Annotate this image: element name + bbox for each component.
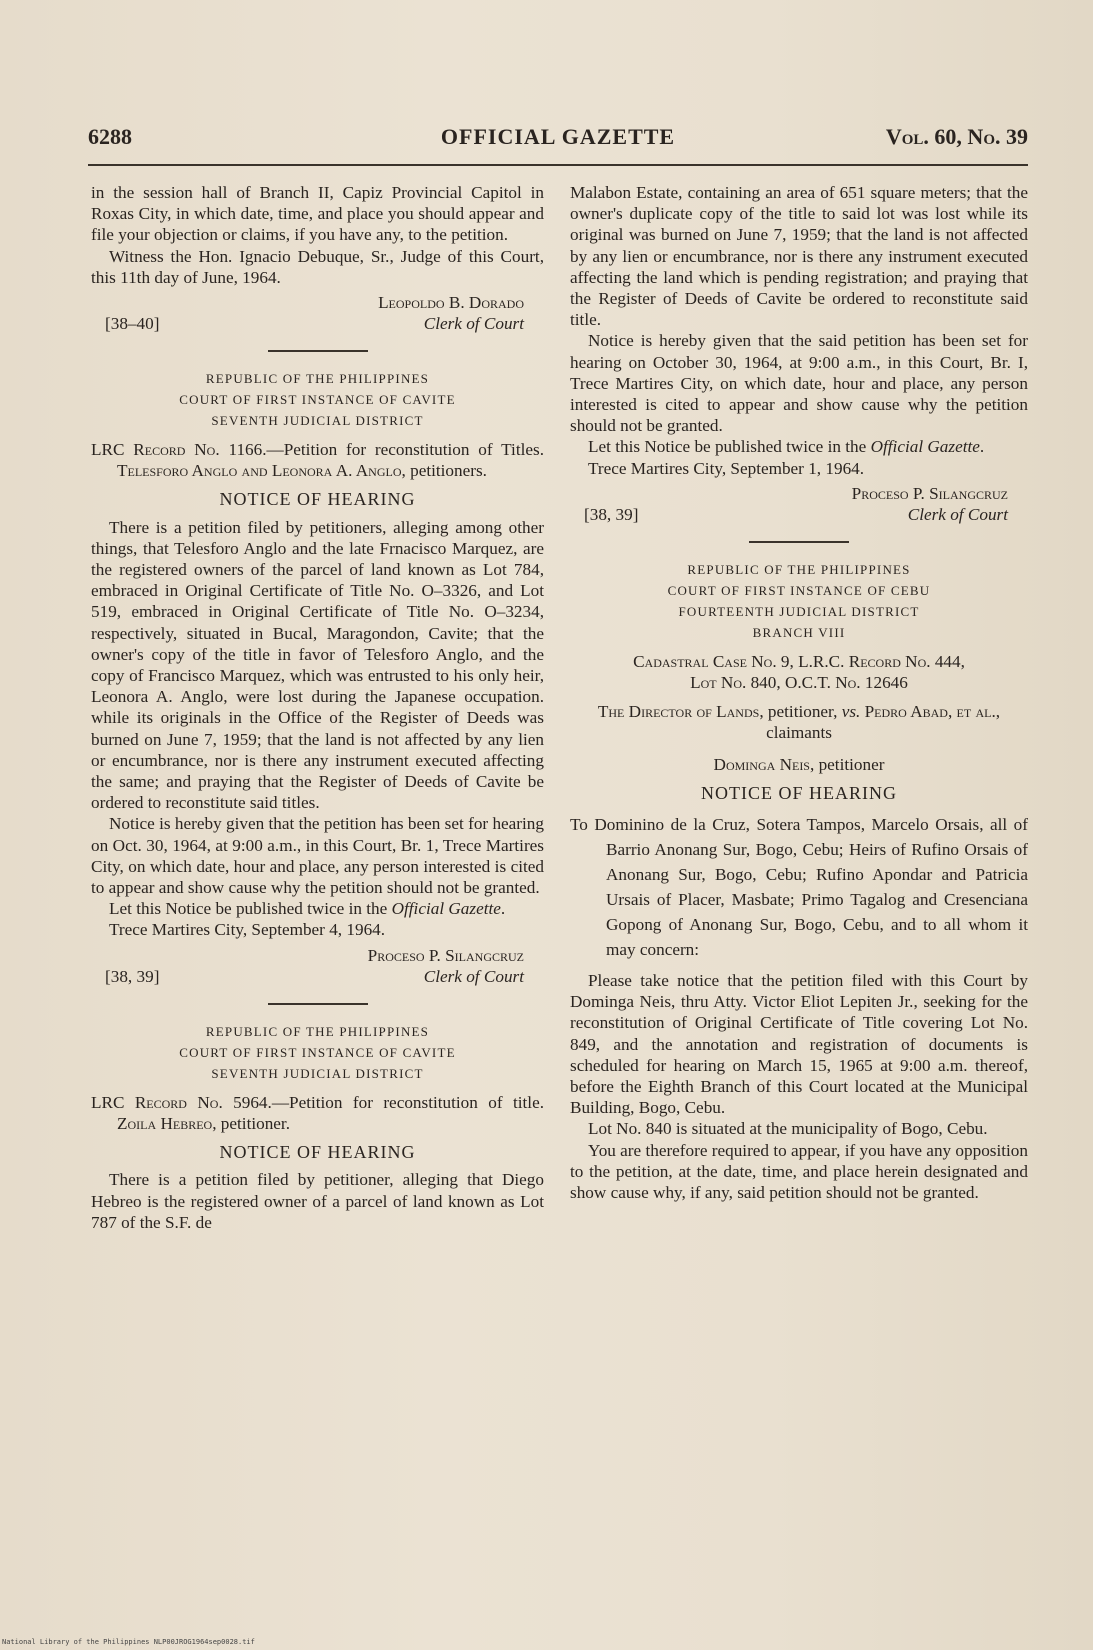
- header-rule: [88, 164, 1028, 166]
- record-desc: —Petition for reconstitution of Titles.: [266, 440, 544, 460]
- petitioner-line: [570, 754, 1028, 775]
- issue-ref: [38–40]: [105, 314, 160, 334]
- paragraph: Notice is hereby given that the petition has been set for hearing on Oct. 30, 1964, at 9:00 a.m., in this Court, Br. 1, Trece Martires City, on which date, hour and place, any person interested is cited to appear and show cause why the petition should not be granted.: [91, 814, 544, 898]
- record-suffix: , petitioner.: [212, 1113, 291, 1133]
- record-suffix: , petitioners.: [401, 461, 487, 481]
- text: Let this Notice be published twice in the: [109, 899, 392, 919]
- volume-number: Vol. 60, No. 39: [885, 124, 1028, 149]
- party: Pedro Abad, et al.: [864, 702, 996, 722]
- signature-block: [570, 483, 1028, 525]
- signer-name: Proceso P. Silangcruz: [851, 483, 1008, 503]
- paragraph: Witness the Hon. Ignacio Debuque, Sr., Judge of this Court, this 11th day of June, 1964.: [91, 246, 544, 287]
- section-divider: [749, 541, 849, 543]
- court-line: REPUBLIC OF THE PHILIPPINES: [205, 371, 430, 387]
- court-line: COURT OF FIRST INSTANCE OF CEBU: [667, 582, 931, 598]
- paragraph: Notice is hereby given that the said petition has been set for hearing on October 30, 1964, at 9:00 a.m., in this Court, Br. I, Trece Martires City, on which date, hour and place, any person interested is cited to appear and show cause why the petition should not be granted.: [570, 331, 1028, 436]
- scan-footer: National Library of the Philippines NLP00JROG1964sep0028.tif: [2, 1638, 255, 1646]
- text: , claimants: [766, 702, 1001, 743]
- court-line: REPUBLIC OF THE PHILIPPINES: [687, 561, 911, 577]
- case-line: Cadastral Case No. 9, L.R.C. Record No. 444,: [633, 651, 965, 671]
- left-column: [91, 182, 544, 1233]
- signature-block: [91, 945, 544, 987]
- addressees: To Dominino de la Cruz, Sotera Tampos, Marcelo Orsais, all of Barrio Anonang Sur, Bogo, Cebu; Heirs of Rufino Orsais of Anonang Sur, Bogo, Cebu; Rufino Apondar and Patricia Ursais of Placer, Masbate; Primo Tagalog and Cresenciana Gopong of Anonang Sur, Bogo, Cebu, and to all whom it may concern:: [570, 815, 1028, 960]
- section-divider: [268, 350, 368, 352]
- text: .: [500, 899, 506, 919]
- text: vs.: [841, 702, 861, 722]
- paragraph: Malabon Estate, containing an area of 651 square meters; that the owner's duplicate copy of the title to said lot was lost while its original was burned on June 7, 1959; that the land is not affected by any lien or encumbrance, nor is there any instrument executed affecting the land which is pending registration; and praying that the Register of Deeds of Cavite be ordered to reconstitute said title.: [570, 183, 1028, 330]
- court-heading: [570, 559, 1028, 643]
- party: The Director of Lands: [597, 702, 760, 722]
- date-line: Trece Martires City, September 1, 1964.: [588, 458, 865, 478]
- court-line: SEVENTH JUDICIAL DISTRICT: [211, 1065, 424, 1081]
- record-number: LRC Record No. 5964.: [91, 1092, 272, 1112]
- signer-title: Clerk of Court: [423, 314, 524, 334]
- right-column: [570, 182, 1028, 1203]
- court-line: FOURTEENTH JUDICIAL DISTRICT: [678, 603, 920, 619]
- record-title: [91, 439, 544, 481]
- notice-heading: NOTICE OF HEARING: [219, 1142, 416, 1163]
- paragraph: [91, 898, 544, 919]
- signer-title: Clerk of Court: [423, 966, 524, 986]
- text: Let this Notice be published twice in the: [588, 437, 871, 457]
- text: Official Gazette: [391, 899, 501, 919]
- signer-name: Proceso P. Silangcruz: [367, 945, 524, 965]
- page-number: 6288: [88, 124, 132, 149]
- court-line: COURT OF FIRST INSTANCE OF CAVITE: [179, 1044, 456, 1060]
- court-line: COURT OF FIRST INSTANCE OF CAVITE: [179, 392, 456, 408]
- record-desc: —Petition for reconstitution of title.: [271, 1092, 544, 1112]
- party: Dominga Neis: [713, 754, 810, 774]
- court-heading: [91, 368, 544, 431]
- record-title: [91, 1092, 544, 1134]
- paragraph: Please take notice that the petition filed with this Court by Dominga Neis, thru Atty. Victor Eliot Lepiten Jr., seeking for the reconstitution of Original Certificate of Title covering Lot No. 849, and the annotation and registration of documents is scheduled for hearing on March 15, 1965 at 9:00 a.m. thereof, before the Eighth Branch of this Court located at the Municipal Building, Bogo, Cebu.: [570, 971, 1028, 1118]
- signer-name: Leopoldo B. Dorado: [378, 293, 524, 313]
- notice-heading: NOTICE OF HEARING: [219, 489, 416, 510]
- issue-ref: [38, 39]: [105, 966, 160, 986]
- publication-title: OFFICIAL GAZETTE: [440, 124, 676, 149]
- court-heading: [91, 1021, 544, 1084]
- court-line: REPUBLIC OF THE PHILIPPINES: [205, 1023, 430, 1039]
- paragraph: [570, 436, 1028, 457]
- case-line: Lot No. 840, O.C.T. No. 12646: [690, 673, 908, 693]
- text: .: [979, 437, 985, 457]
- court-line: BRANCH VIII: [752, 624, 846, 640]
- section-divider: [268, 1003, 368, 1005]
- petitioner-names: Zoila Hebreo: [117, 1113, 213, 1133]
- paragraph: in the session hall of Branch II, Capiz Provincial Capitol in Roxas City, in which date, time, and place you should appear and file your objection or claims, if you have any, to the petition.: [91, 183, 544, 245]
- paragraph: There is a petition filed by petitioners, alleging among other things, that Telesforo Anglo and the late Frnacisco Marquez, are the registered owners of the parcel of land known as Lot 784, embraced in Original Certificate of Title No. O–3326, and Lot 519, embraced in Original Certificate of Title No. O–3234, respectively, situated in Bucal, Maragondon, Cavite; that the owner's copy of the title in favor of Telesforo Anglo, and the copy of Francisco Marquez, which was entrusted to his only heir, Leonora A. Anglo, were lost during the Japanese occupation. while its originals in the Office of the Register of Deeds was burned on June 7, 1959; that the land is not affected by any lien or encumbrance, nor is there any instrument executed affecting the same; and praying that the Register of Deeds of Cavite be ordered to reconstitute said titles.: [91, 517, 544, 813]
- issue-ref: [38, 39]: [584, 504, 639, 524]
- paragraph: Lot No. 840 is situated at the municipality of Bogo, Cebu.: [588, 1119, 988, 1139]
- text: , petitioner,: [759, 702, 842, 722]
- signer-title: Clerk of Court: [907, 504, 1008, 524]
- text: , petitioner: [809, 754, 885, 774]
- signature-block: [91, 292, 544, 334]
- parties-line: [570, 701, 1028, 743]
- notice-heading: NOTICE OF HEARING: [701, 782, 897, 803]
- page-header: [88, 124, 1028, 154]
- date-line: Trece Martires City, September 4, 1964.: [109, 920, 386, 940]
- record-number: LRC Record No. 1166.: [91, 440, 267, 460]
- text: Official Gazette: [870, 437, 980, 457]
- paragraph: There is a petition filed by petitioner, alleging that Diego Hebreo is the registered owner of a parcel of land known as Lot 787 of the S.F. de: [91, 1170, 544, 1232]
- court-line: SEVENTH JUDICIAL DISTRICT: [211, 413, 424, 429]
- petitioner-names: Telesforo Anglo and Leonora A. Anglo: [117, 461, 402, 481]
- paragraph: You are therefore required to appear, if you have any opposition to the petition, at the date, time, and place herein designated and show cause why, if any, said petition should not be granted.: [570, 1140, 1028, 1203]
